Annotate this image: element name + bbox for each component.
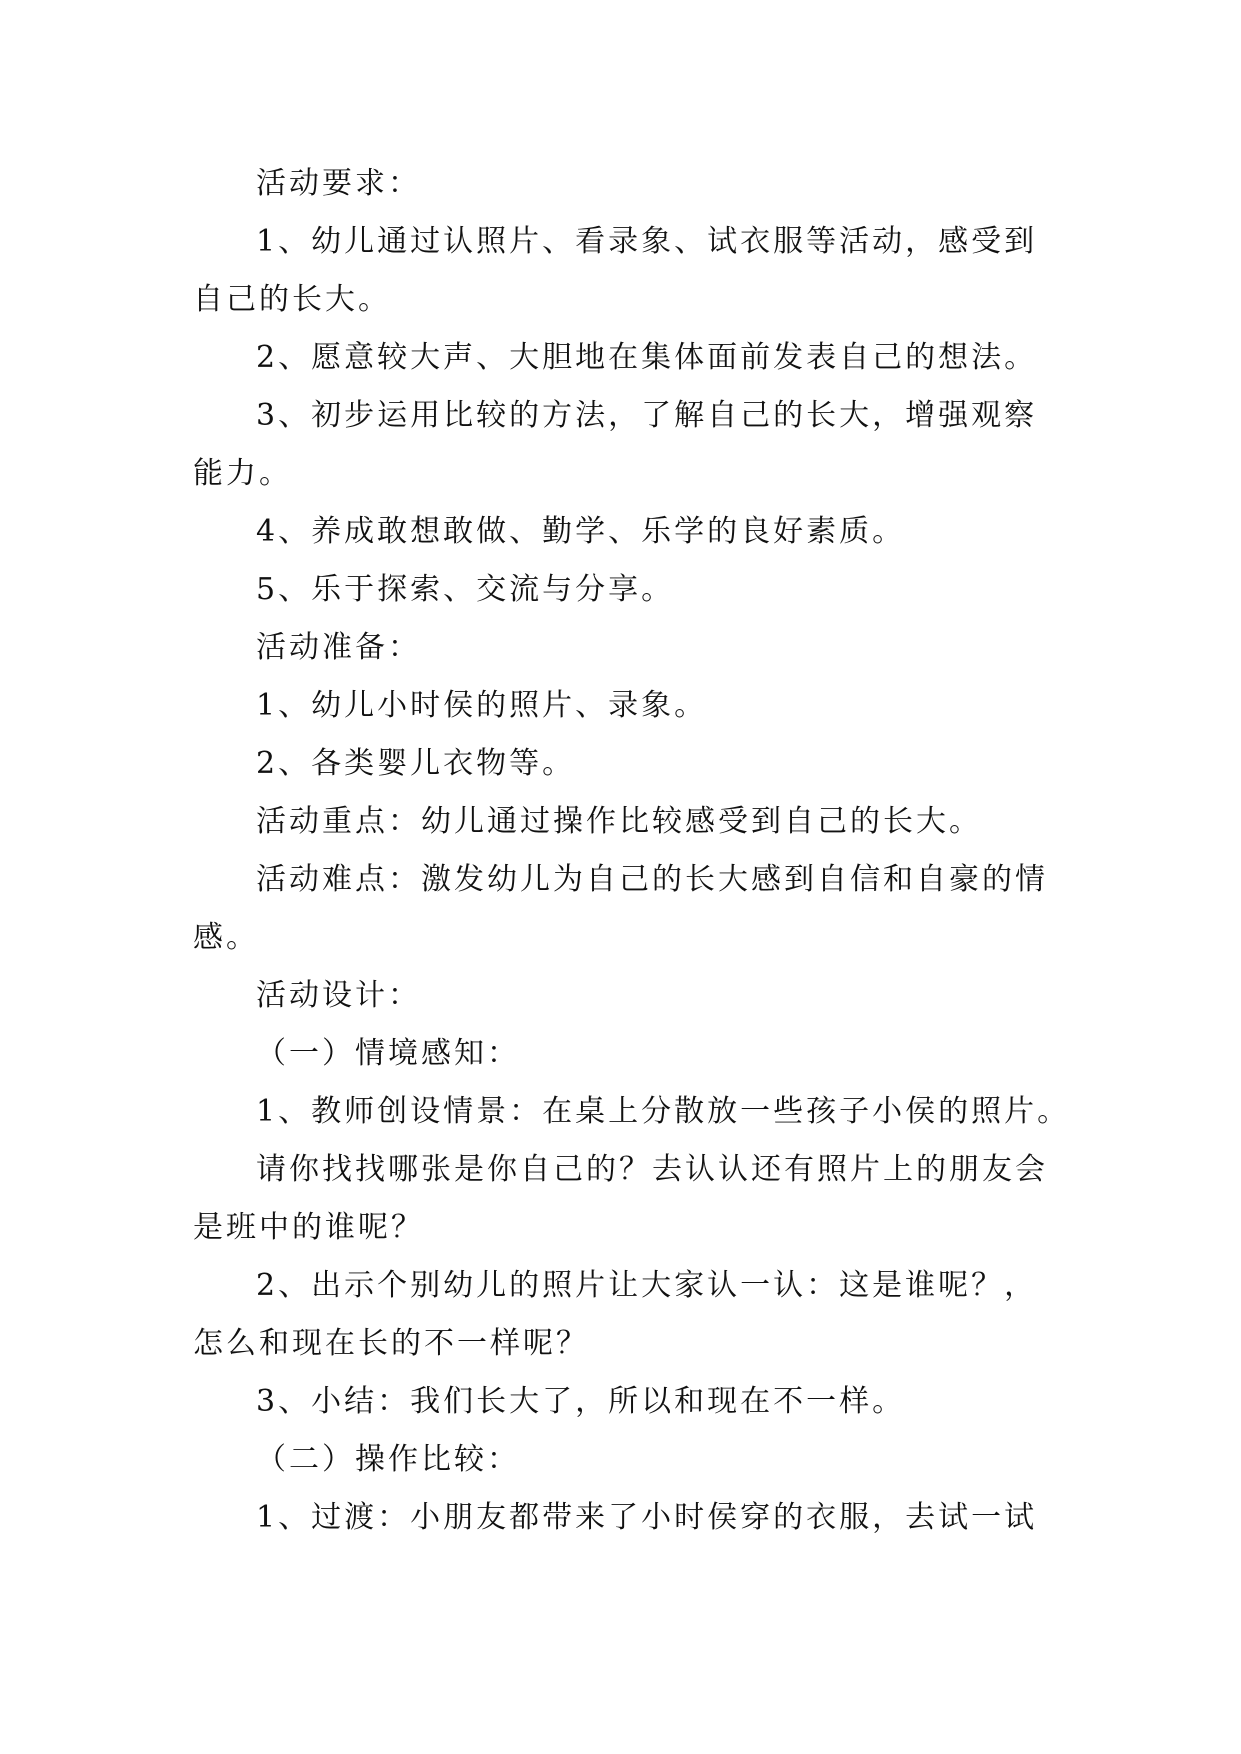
requirement-item-2: 2、愿意较大声、大胆地在集体面前发表自己的想法。 (256, 340, 1038, 375)
requirement-item-1: 1、幼儿通过认照片、看录象、试衣服等活动，感受到自己的长大。 (193, 224, 1038, 317)
document-body (193, 155, 1071, 1547)
preparation-item-2: 2、各类婴儿衣物等。 (256, 746, 576, 781)
section-1-step-3: 3、小结：我们长大了，所以和现在不一样。 (256, 1384, 906, 1419)
activity-key-point: 活动重点：幼儿通过操作比较感受到自己的长大。 (256, 804, 982, 839)
activity-difficulty: 活动难点：激发幼儿为自己的长大感到自信和自豪的情感。 (193, 862, 1048, 955)
section-1-heading: （一）情境感知： (256, 1036, 520, 1071)
section-2-heading: （二）操作比较： (256, 1442, 520, 1477)
requirement-item-4: 4、养成敢想敢做、勤学、乐学的良好素质。 (256, 514, 906, 549)
requirement-item-5: 5、乐于探索、交流与分享。 (256, 572, 675, 607)
section-1-step-1: 1、教师创设情景：在桌上分散放一些孩子小侯的照片。 (256, 1094, 1071, 1129)
heading-activity-preparation: 活动准备： (256, 630, 421, 665)
section-2-step-1: 1、过渡：小朋友都带来了小时侯穿的衣服，去试一试 (256, 1500, 1038, 1535)
section-1-step-2: 2、出示个别幼儿的照片让大家认一认：这是谁呢？，怎么和现在长的不一样呢？ (193, 1268, 1038, 1361)
heading-activity-design: 活动设计： (256, 978, 421, 1013)
section-1-question: 请你找找哪张是你自己的？去认认还有照片上的朋友会是班中的谁呢？ (193, 1152, 1048, 1245)
requirement-item-3: 3、初步运用比较的方法，了解自己的长大，增强观察能力。 (193, 398, 1038, 491)
heading-activity-requirements: 活动要求： (256, 166, 421, 201)
preparation-item-1: 1、幼儿小时侯的照片、录象。 (256, 688, 708, 723)
